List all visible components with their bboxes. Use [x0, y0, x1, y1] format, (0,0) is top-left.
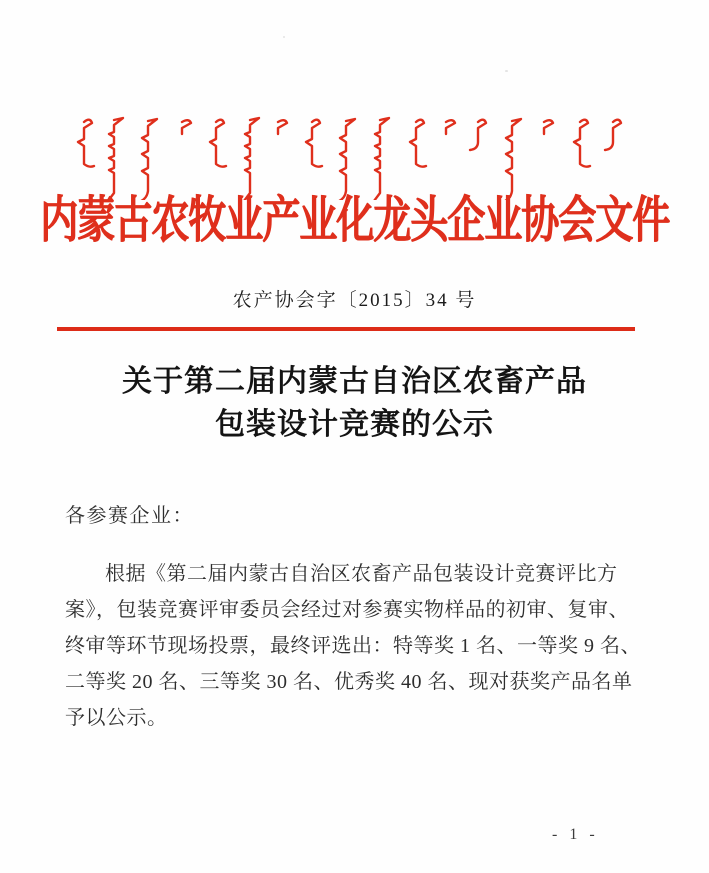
- mongolian-vertical-script-icon: [60, 116, 645, 200]
- red-separator-line: [57, 327, 635, 331]
- document-number: 农产协会字〔2015〕34 号: [232, 290, 477, 311]
- document-title-line2: 包装设计竞赛的公示: [215, 408, 494, 441]
- page-number: - 1 -: [552, 826, 599, 843]
- scan-speck: [283, 36, 285, 38]
- document-title-line1: 关于第二届内蒙古自治区农畜产品: [122, 365, 587, 398]
- organization-title-text: 内蒙古农牧业产业化龙头企业协会文件: [39, 193, 669, 249]
- paragraph-line: 根据《第二届内蒙古自治区农畜产品包装设计竞赛评比方: [105, 563, 618, 585]
- paragraph-line: 终审等环节现场投票，最终评选出：特等奖 1 名、一等奖 9 名、: [65, 635, 641, 657]
- paragraph-line: 二等奖 20 名、三等奖 30 名、优秀奖 40 名、现对获奖产品名单: [65, 671, 633, 693]
- paragraph-line: 予以公示。: [65, 707, 168, 729]
- document-body: [65, 503, 641, 736]
- document-title: [0, 360, 709, 446]
- salutation: 各参赛企业：: [65, 505, 194, 527]
- paragraph-line: 案》，包装竞赛评审委员会经过对参赛实物样品的初审、复审、: [65, 599, 629, 621]
- organization-title: [0, 193, 709, 249]
- scan-speck: [505, 70, 508, 72]
